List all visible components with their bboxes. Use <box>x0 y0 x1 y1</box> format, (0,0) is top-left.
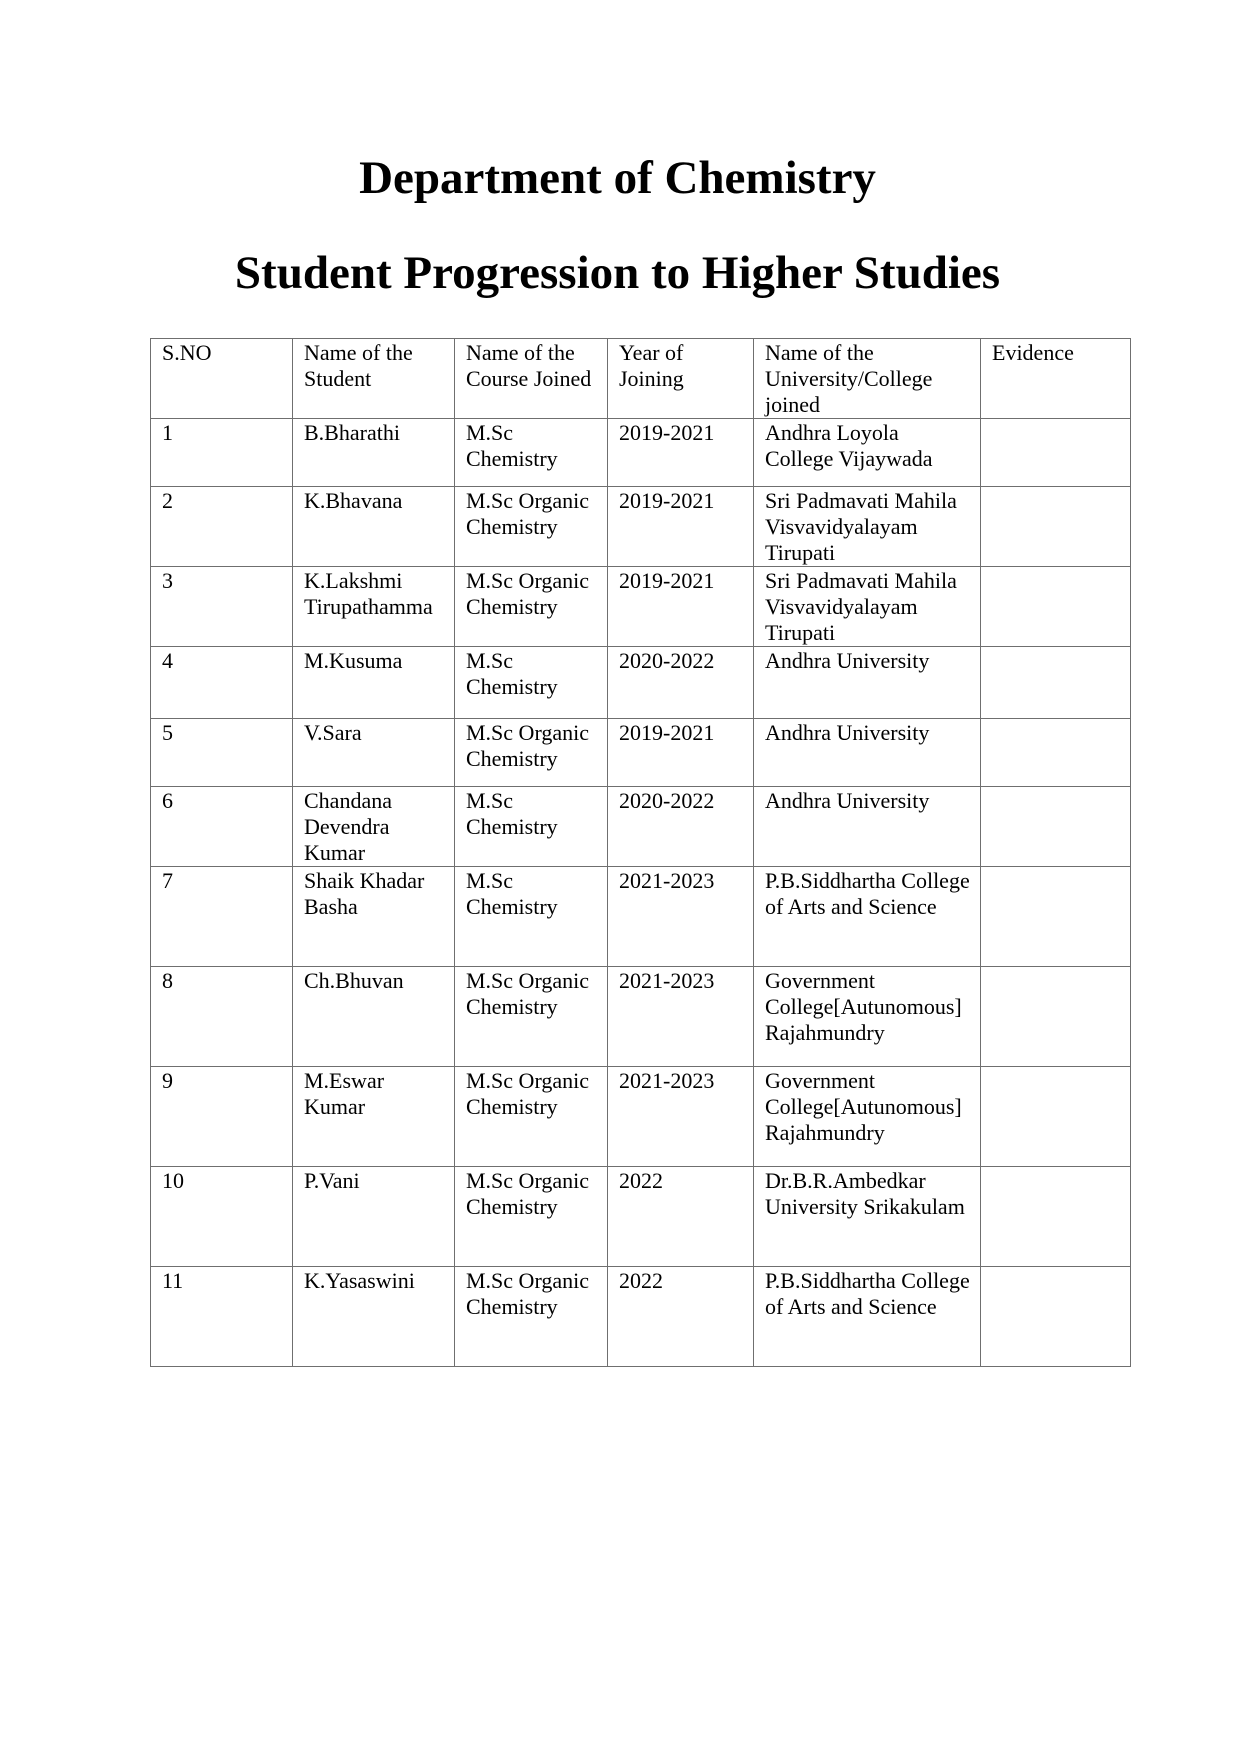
cell-course: M.Sc Chemistry <box>455 867 608 967</box>
cell-evidence <box>981 567 1131 647</box>
cell-sno: 3 <box>151 567 293 647</box>
table-row <box>151 567 1131 647</box>
cell-year: 2019-2021 <box>608 487 754 567</box>
cell-sno: 4 <box>151 647 293 719</box>
cell-sno: 6 <box>151 787 293 867</box>
table-header-row <box>151 339 1131 419</box>
cell-evidence <box>981 867 1131 967</box>
cell-student-name: K.Yasaswini <box>293 1267 455 1367</box>
cell-university: Andhra University <box>754 719 981 787</box>
cell-sno: 8 <box>151 967 293 1067</box>
cell-student-name: Chandana Devendra Kumar <box>293 787 455 867</box>
cell-year: 2021-2023 <box>608 867 754 967</box>
cell-student-name: M.Eswar Kumar <box>293 1067 455 1167</box>
cell-university: Government College[Autunomous] Rajahmundry <box>754 967 981 1067</box>
cell-year: 2021-2023 <box>608 967 754 1067</box>
table-row <box>151 1167 1131 1267</box>
cell-course: M.Sc Organic Chemistry <box>455 967 608 1067</box>
header-year: Year of Joining <box>608 339 754 419</box>
cell-course: M.Sc Organic Chemistry <box>455 487 608 567</box>
cell-year: 2022 <box>608 1167 754 1267</box>
cell-evidence <box>981 487 1131 567</box>
cell-sno: 1 <box>151 419 293 487</box>
cell-year: 2021-2023 <box>608 1067 754 1167</box>
table-row <box>151 967 1131 1067</box>
cell-sno: 5 <box>151 719 293 787</box>
cell-course: M.Sc Organic Chemistry <box>455 1267 608 1367</box>
cell-student-name: Ch.Bhuvan <box>293 967 455 1067</box>
cell-evidence <box>981 1267 1131 1367</box>
cell-university: Andhra University <box>754 787 981 867</box>
cell-year: 2019-2021 <box>608 419 754 487</box>
header-student-name: Name of the Student <box>293 339 455 419</box>
cell-sno: 10 <box>151 1167 293 1267</box>
cell-course: M.Sc Organic Chemistry <box>455 1167 608 1267</box>
cell-year: 2022 <box>608 1267 754 1367</box>
cell-university: P.B.Siddhartha College of Arts and Science <box>754 867 981 967</box>
table-row <box>151 1067 1131 1167</box>
table-row <box>151 647 1131 719</box>
cell-university: Andhra University <box>754 647 981 719</box>
header-evidence: Evidence <box>981 339 1131 419</box>
cell-course: M.Sc Organic Chemistry <box>455 567 608 647</box>
cell-course: M.Sc Chemistry <box>455 647 608 719</box>
cell-university: P.B.Siddhartha College of Arts and Science <box>754 1267 981 1367</box>
cell-student-name: M.Kusuma <box>293 647 455 719</box>
table-row <box>151 419 1131 487</box>
table-row <box>151 787 1131 867</box>
cell-sno: 2 <box>151 487 293 567</box>
cell-student-name: B.Bharathi <box>293 419 455 487</box>
cell-course: M.Sc Organic Chemistry <box>455 1067 608 1167</box>
cell-course: M.Sc Chemistry <box>455 787 608 867</box>
cell-evidence <box>981 1067 1131 1167</box>
cell-evidence <box>981 419 1131 487</box>
cell-student-name: Shaik Khadar Basha <box>293 867 455 967</box>
cell-university: Government College[Autunomous] Rajahmundry <box>754 1067 981 1167</box>
cell-evidence <box>981 967 1131 1067</box>
page-subtitle: Student Progression to Higher Studies <box>234 247 1001 299</box>
cell-evidence <box>981 719 1131 787</box>
cell-year: 2020-2022 <box>608 647 754 719</box>
cell-sno: 7 <box>151 867 293 967</box>
progression-table <box>150 338 1131 1367</box>
cell-university: Andhra Loyola College Vijaywada <box>754 419 981 487</box>
table-row <box>151 487 1131 567</box>
cell-student-name: K.Lakshmi Tirupathamma <box>293 567 455 647</box>
header-course: Name of the Course Joined <box>455 339 608 419</box>
cell-evidence <box>981 1167 1131 1267</box>
cell-university: Sri Padmavati Mahila Visvavidyalayam Tirupati <box>754 567 981 647</box>
page-title: Department of Chemistry <box>359 152 876 204</box>
cell-university: Dr.B.R.Ambedkar University Srikakulam <box>754 1167 981 1267</box>
table-row <box>151 719 1131 787</box>
table-row <box>151 867 1131 967</box>
cell-year: 2019-2021 <box>608 719 754 787</box>
cell-sno: 11 <box>151 1267 293 1367</box>
cell-sno: 9 <box>151 1067 293 1167</box>
cell-student-name: K.Bhavana <box>293 487 455 567</box>
header-sno: S.NO <box>151 339 293 419</box>
table-row <box>151 1267 1131 1367</box>
cell-course: M.Sc Chemistry <box>455 419 608 487</box>
cell-student-name: P.Vani <box>293 1167 455 1267</box>
cell-evidence <box>981 787 1131 867</box>
cell-university: Sri Padmavati Mahila Visvavidyalayam Tirupati <box>754 487 981 567</box>
cell-year: 2020-2022 <box>608 787 754 867</box>
cell-year: 2019-2021 <box>608 567 754 647</box>
cell-evidence <box>981 647 1131 719</box>
header-university: Name of the University/College joined <box>754 339 981 419</box>
cell-course: M.Sc Organic Chemistry <box>455 719 608 787</box>
cell-student-name: V.Sara <box>293 719 455 787</box>
